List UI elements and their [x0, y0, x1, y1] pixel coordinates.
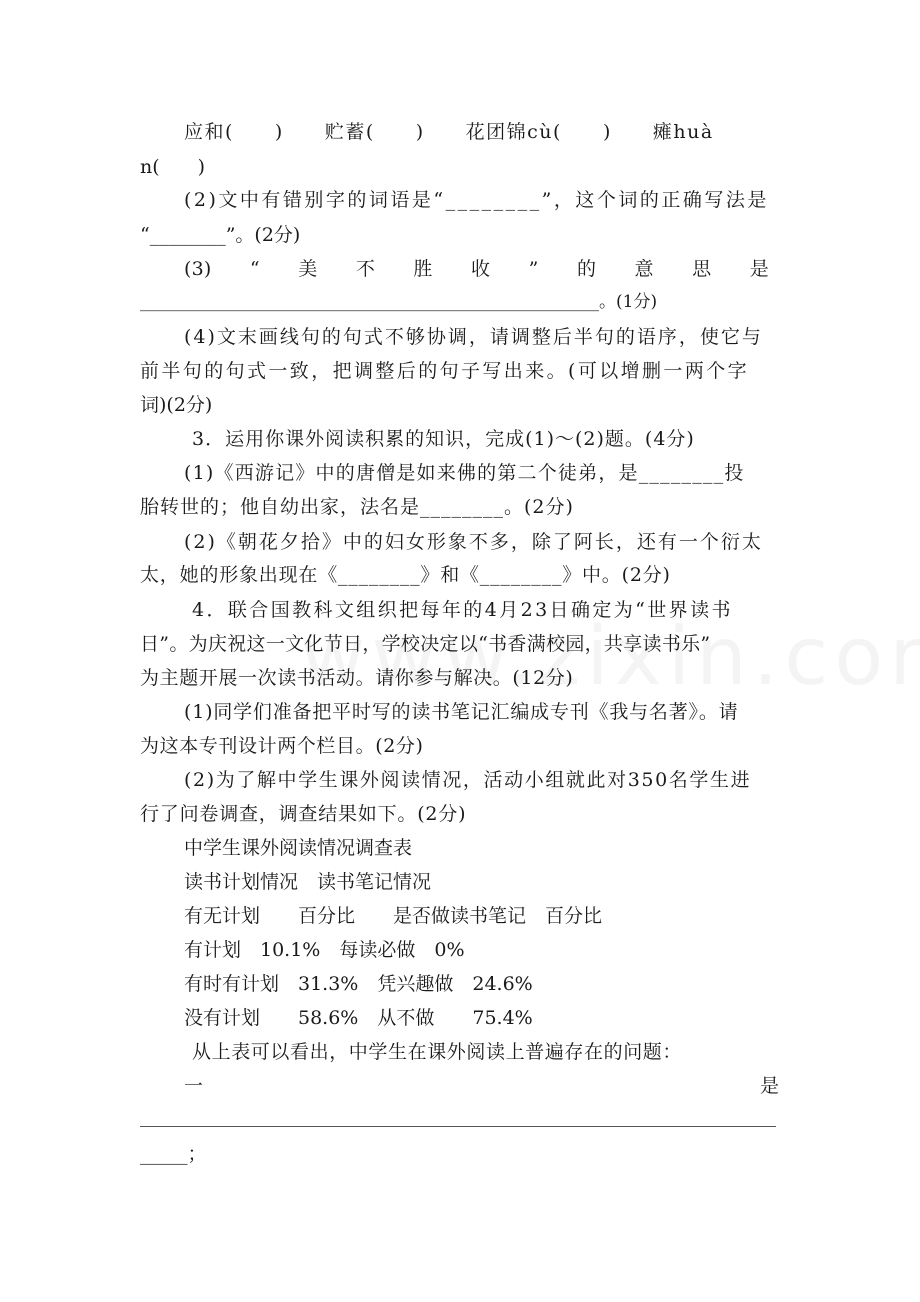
question-4-1-a: (1)同学们准备把平时写的读书笔记汇编成专刊《我与名著》。请: [184, 701, 739, 723]
question-3-2-b: 太，她的形象出现在《________》和《________》中。(2分): [140, 564, 671, 586]
survey-conclusion-prompt: 从上表可以看出，中学生在课外阅读上普遍存在的问题：: [192, 1041, 683, 1063]
survey-table-row-1: 有计划 10.1% 每读必做 0%: [184, 939, 465, 961]
question-4-1-b: 为这本专刊设计两个栏目。(2分): [140, 735, 424, 757]
question-2-4-c: 词)(2分): [140, 394, 213, 416]
answer-line-start: 一: [184, 1075, 204, 1097]
question-2-3-a: (3) “ 美 不 胜 收 ” 的 意 思 是: [184, 258, 769, 280]
survey-table-header-2: 有无计划 百分比 是否做读书笔记 百分比: [184, 905, 603, 927]
line-pinyin-words: 应和( ) 贮蓄( ) 花团锦cù( ) 瘫huà: [184, 121, 714, 143]
question-4-title-a: 4．联合国教科文组织把每年的4月23日确定为“世界读书: [192, 599, 733, 621]
question-3-1-b: 胎转世的；他自幼出家，法名是________。(2分): [140, 496, 574, 518]
answer-underline: [140, 1126, 776, 1127]
question-2-2-b: “________”。(2分): [140, 224, 301, 246]
question-4-title-c: 为主题开展一次读书活动。请你参与解决。(12分): [140, 667, 574, 689]
question-3-1-a: (1)《西游记》中的唐僧是如来佛的第二个徒弟，是________投: [184, 462, 745, 484]
question-3-title: 3．运用你课外阅读积累的知识，完成(1)～(2)题。(4分): [192, 428, 695, 450]
answer-line-end: 是: [760, 1075, 780, 1097]
survey-table-row-2: 有时有计划 31.3% 凭兴趣做 24.6%: [184, 973, 533, 995]
question-4-title-b: 日”。为庆祝这一文化节日，学校决定以“书香满校园，共享读书乐”: [140, 633, 711, 655]
survey-table-title: 中学生课外阅读情况调查表: [184, 837, 413, 859]
question-4-2-b: 行了问卷调查，调查结果如下。(2分): [140, 803, 467, 825]
answer-line-tail: _____；: [140, 1143, 207, 1165]
question-2-4-b: 前半句的句式一致，把调整后的句子写出来。(可以增删一两个字: [140, 360, 750, 382]
survey-table-row-3: 没有计划 58.6% 从不做 75.4%: [184, 1007, 533, 1029]
line-pinyin-cont: n( ): [140, 156, 206, 178]
question-2-2-a: (2)文中有错别字的词语是“________”，这个词的正确写法是: [184, 189, 769, 211]
question-2-3-b: ______________________________________________________。(1分): [140, 292, 658, 312]
question-4-2-a: (2)为了解中学生课外阅读情况，活动小组就此对350名学生进: [184, 769, 752, 791]
survey-table-header-1: 读书计划情况 读书笔记情况: [184, 871, 432, 893]
question-2-4-a: (4)文末画线句的句式不够协调，请调整后半句的语序，使它与: [184, 326, 763, 348]
question-3-2-a: (2)《朝花夕拾》中的妇女形象不多，除了阿长，还有一个衍太: [184, 531, 763, 553]
